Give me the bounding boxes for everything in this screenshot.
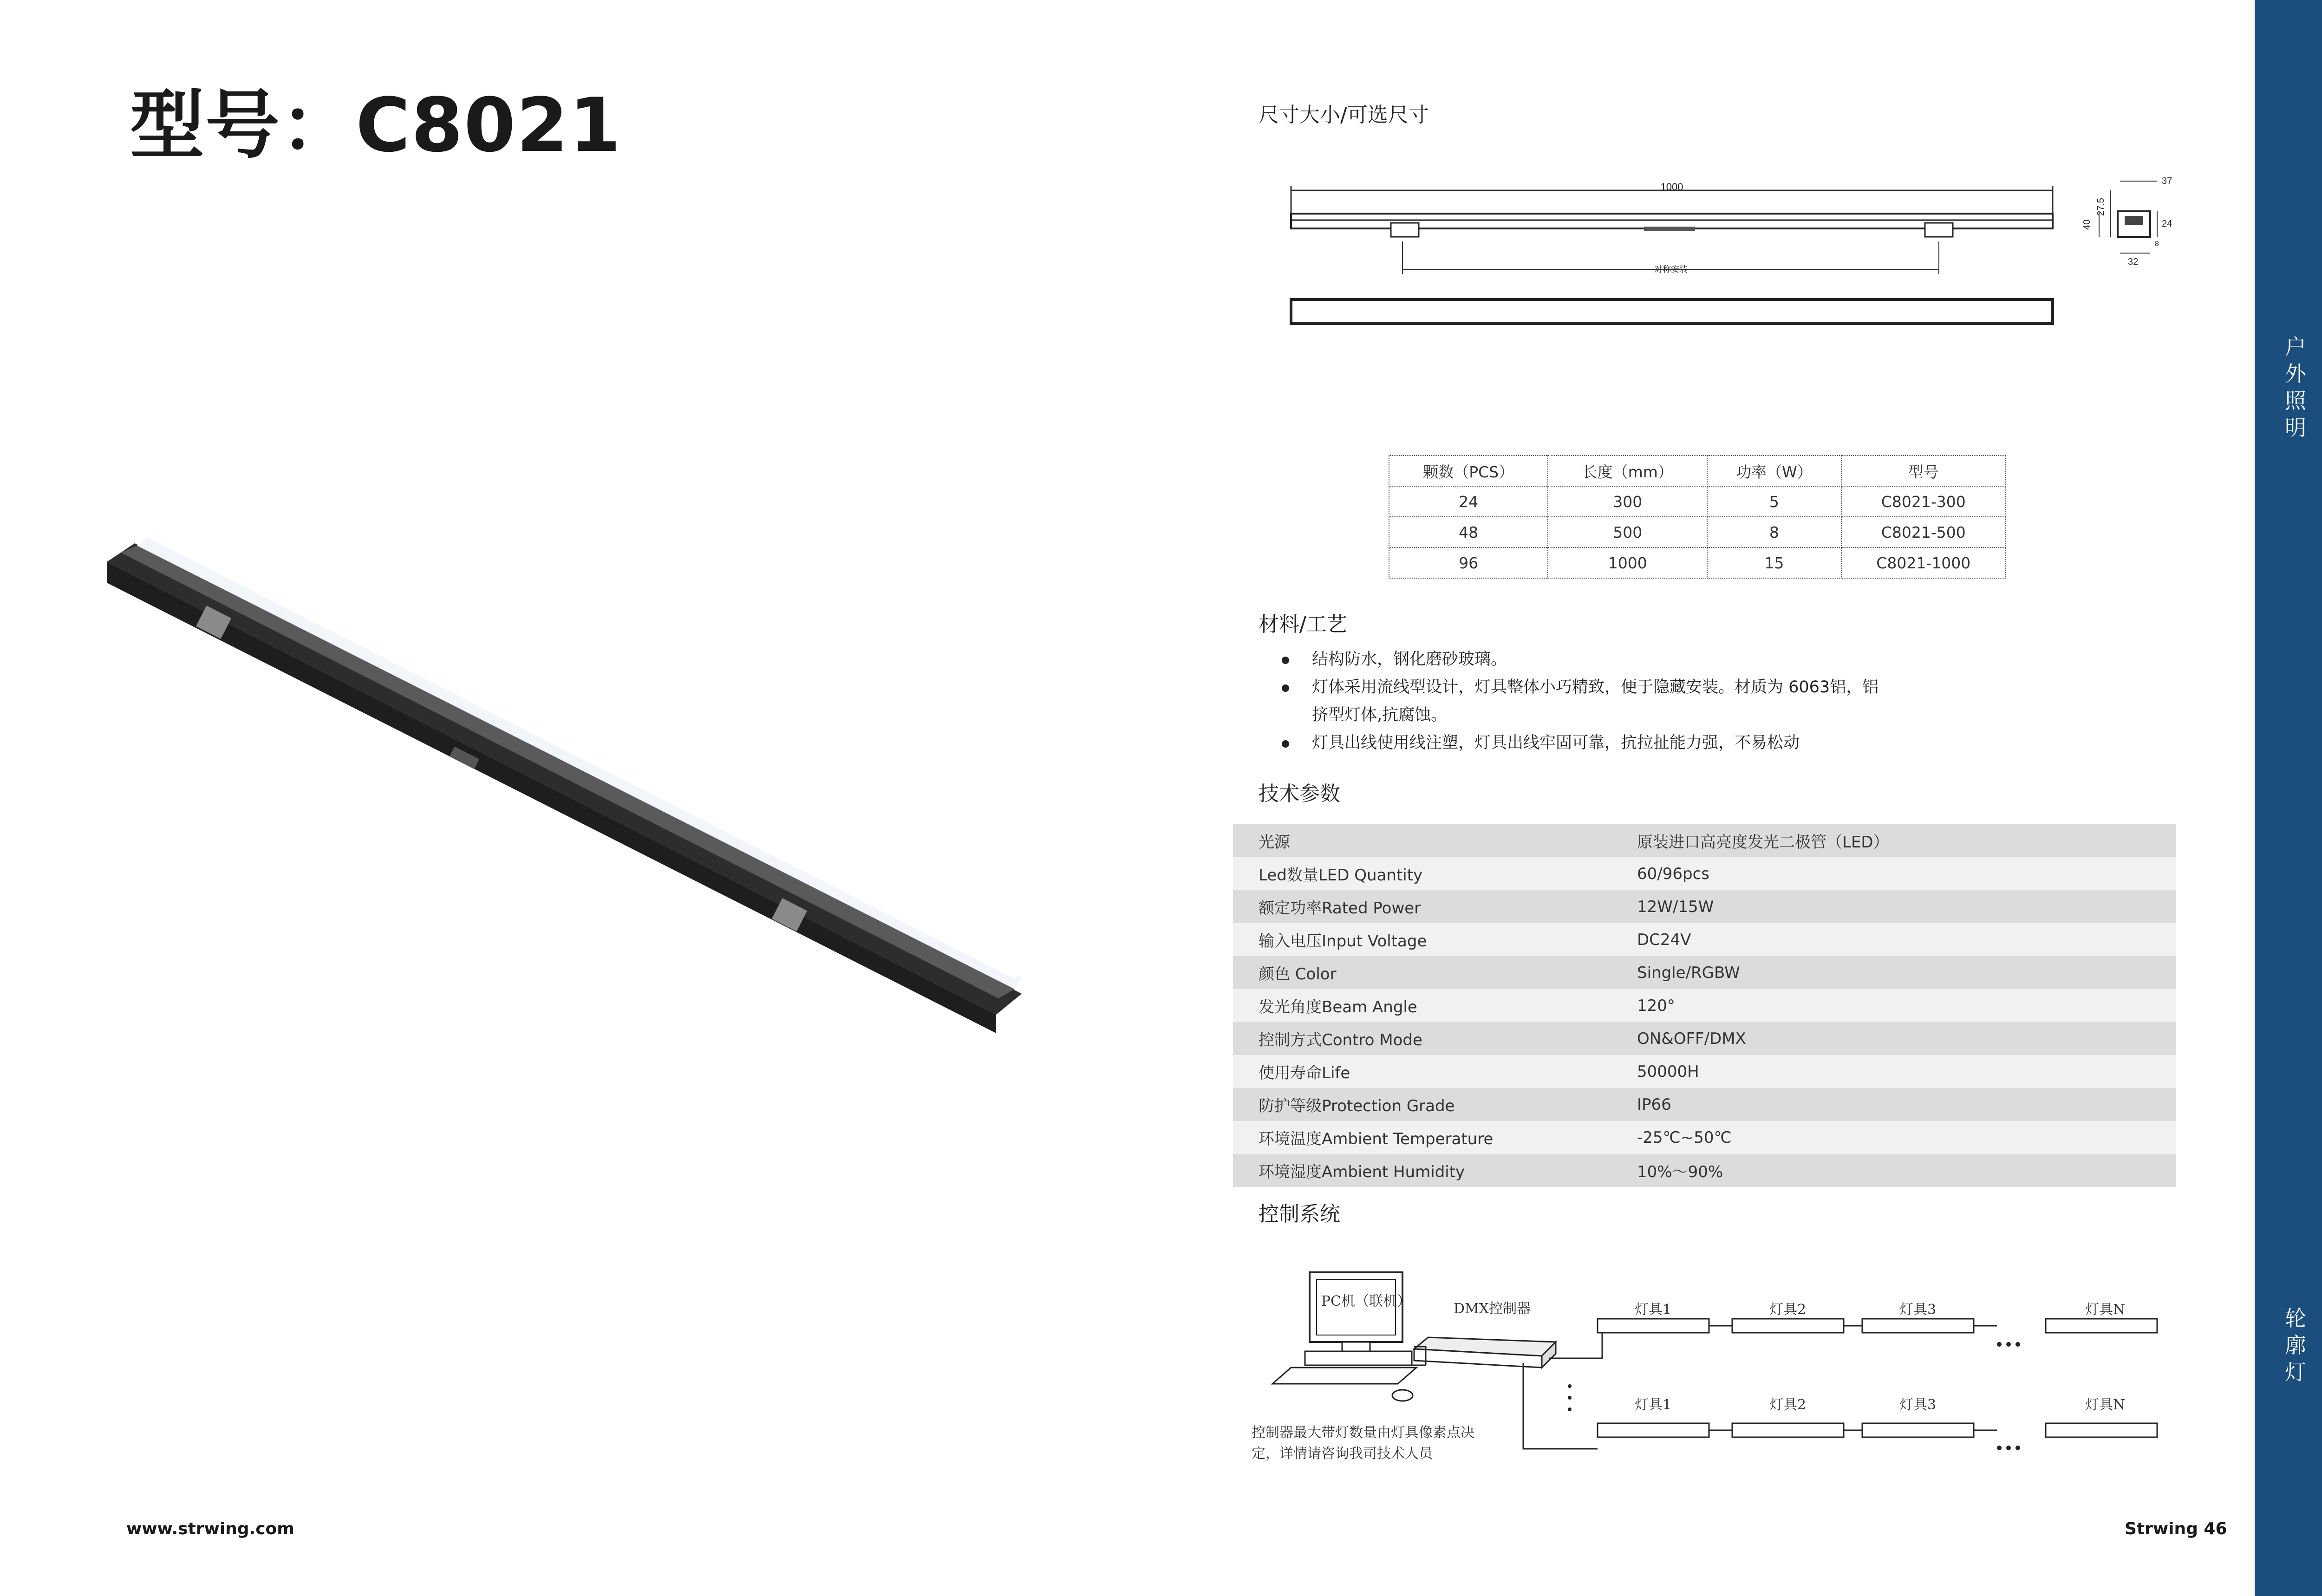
spec-value: IP66	[1637, 1088, 2176, 1121]
table-row	[1233, 1154, 2176, 1187]
lamp-label: 灯具2	[1769, 1302, 1807, 1318]
lamp-label: 灯具N	[2085, 1397, 2126, 1413]
table-row	[1233, 989, 2176, 1022]
spec-label: 颜色 Color	[1233, 956, 1637, 989]
spec-label: 输入电压Input Voltage	[1233, 923, 1637, 956]
size-header-cell: 颗数（PCS）	[1389, 456, 1548, 486]
spec-label: 发光角度Beam Angle	[1233, 989, 1637, 1022]
bullet-icon	[1282, 740, 1289, 748]
lamp-row-1	[1598, 1319, 2157, 1347]
pc-label: PC机（联机）	[1321, 1293, 1411, 1309]
sidebar-char: 廓	[2285, 1333, 2306, 1358]
spec-label: 使用寿命Life	[1233, 1055, 1637, 1088]
material-text: 灯具出线使用线注塑，灯具出线牢固可靠，抗拉扯能力强，不易松动	[1312, 734, 1800, 752]
table-row	[1233, 890, 2176, 923]
spec-label: 额定功率Rated Power	[1233, 890, 1637, 923]
dmx-controller-icon	[1414, 1337, 1556, 1368]
materials-list	[1277, 645, 1881, 757]
sidebar-char: 户	[2285, 334, 2306, 359]
spec-value: 50000H	[1637, 1055, 2176, 1088]
model-title: 型号：C8021	[130, 82, 622, 169]
sidebar-char: 外	[2285, 361, 2306, 386]
control-note-line1: 控制器最大带灯数量由灯具像素点决	[1252, 1425, 1474, 1441]
profile-inner-label: 24	[2162, 219, 2172, 229]
sidebar-char: 照	[2285, 388, 2306, 413]
spec-value: 10%～90%	[1637, 1154, 2176, 1187]
table-row	[1233, 1055, 2176, 1088]
size-table	[1389, 455, 2006, 579]
product-image	[93, 525, 1022, 1036]
spec-value: 120°	[1637, 989, 2176, 1022]
profile-drawing	[2076, 172, 2197, 274]
spec-label: 控制方式Contro Mode	[1233, 1022, 1637, 1055]
size-header-cell: 功率（W）	[1707, 456, 1841, 486]
list-item	[1277, 729, 1881, 757]
dimensions-heading: 尺寸大小/可选尺寸	[1259, 103, 1429, 127]
lamp-label: 灯具1	[1635, 1302, 1672, 1318]
dmx-label: DMX控制器	[1454, 1301, 1531, 1317]
control-heading: 控制系统	[1259, 1202, 1340, 1226]
spec-value: 60/96pcs	[1637, 857, 2176, 890]
size-table-header	[1389, 456, 2006, 486]
dimension-drawing	[1286, 172, 2085, 330]
size-cell: 48	[1389, 517, 1548, 547]
spec-table	[1233, 824, 2176, 1187]
spec-label: 环境湿度Ambient Humidity	[1233, 1154, 1637, 1187]
sidebar-char: 明	[2285, 415, 2306, 440]
profile-body-label: 40	[2082, 219, 2092, 230]
spec-value: 12W/15W	[1637, 890, 2176, 923]
website-link[interactable]: www.strwing.com	[126, 1519, 294, 1538]
lamp-label: 灯具2	[1769, 1397, 1807, 1413]
lamp-label: 灯具3	[1899, 1302, 1937, 1318]
size-cell: C8021-500	[1841, 517, 2006, 547]
table-row	[1233, 1088, 2176, 1121]
list-item	[1277, 673, 1881, 729]
table-row	[1233, 956, 2176, 989]
size-cell: C8021-300	[1841, 486, 2006, 517]
size-header-cell: 型号	[1841, 456, 2006, 486]
profile-base-label: 32	[2128, 257, 2139, 267]
size-cell: 5	[1707, 486, 1841, 517]
size-table-row	[1389, 517, 2006, 547]
sidebar-char: 灯	[2285, 1360, 2306, 1385]
sidebar-category-label	[2255, 333, 2322, 441]
spec-value: DC24V	[1637, 923, 2176, 956]
control-note-line2: 定，详情请咨询我司技术人员	[1252, 1446, 1433, 1462]
spec-value: -25℃~50℃	[1637, 1121, 2176, 1154]
tech-heading: 技术参数	[1259, 782, 1340, 806]
spec-label: 环境温度Ambient Temperature	[1233, 1121, 1637, 1154]
computer-icon	[1272, 1272, 1416, 1401]
size-cell: 300	[1548, 486, 1707, 517]
profile-height-label: 27.5	[2096, 198, 2106, 216]
spec-label: Led数量LED Quantity	[1233, 857, 1637, 890]
size-cell: 96	[1389, 547, 1548, 578]
page-number: Strwing 46	[2125, 1519, 2227, 1538]
size-cell: 15	[1707, 547, 1841, 578]
lamp-label: 灯具3	[1899, 1397, 1937, 1413]
lamp-label: 灯具N	[2085, 1302, 2126, 1318]
spec-label: 防护等级Protection Grade	[1233, 1088, 1637, 1121]
bullet-icon	[1282, 684, 1289, 692]
size-cell: C8021-1000	[1841, 547, 2006, 578]
size-cell: 24	[1389, 486, 1548, 517]
size-header-cell: 长度（mm）	[1548, 456, 1707, 486]
size-table-row	[1389, 547, 2006, 578]
table-row	[1233, 824, 2176, 857]
lamp-row-2	[1598, 1423, 2157, 1450]
table-row	[1233, 923, 2176, 956]
materials-heading: 材料/工艺	[1259, 612, 1347, 636]
size-cell: 8	[1707, 517, 1841, 547]
size-cell: 1000	[1548, 547, 1707, 578]
bullet-icon	[1282, 657, 1289, 664]
control-diagram	[1245, 1254, 2173, 1467]
spec-value: 原装进口高亮度发光二极管（LED）	[1637, 824, 2176, 857]
mount-label: 对称安装	[1654, 265, 1688, 274]
spec-value: Single/RGBW	[1637, 956, 2176, 989]
lamp-label: 灯具1	[1635, 1397, 1672, 1413]
material-text: 灯体采用流线型设计，灯具整体小巧精致，便于隐藏安装。材质为 6063铝，铝挤型灯体,抗腐蚀。	[1312, 678, 1879, 724]
length-label: 1000	[1660, 181, 1683, 193]
table-row	[1233, 1022, 2176, 1055]
size-cell: 500	[1548, 517, 1707, 547]
sidebar-char: 轮	[2285, 1306, 2306, 1331]
table-row	[1233, 1121, 2176, 1154]
spec-label: 光源	[1233, 824, 1637, 857]
sidebar-product-label	[2255, 1305, 2322, 1386]
profile-width-label: 37	[2162, 176, 2172, 186]
spec-value: ON&OFF/DMX	[1637, 1022, 2176, 1055]
material-text: 结构防水，钢化磨砂玻璃。	[1312, 650, 1507, 669]
table-row	[1233, 857, 2176, 890]
list-item	[1277, 645, 1881, 673]
size-table-row	[1389, 486, 2006, 517]
profile-slot-label: 8	[2155, 240, 2159, 248]
